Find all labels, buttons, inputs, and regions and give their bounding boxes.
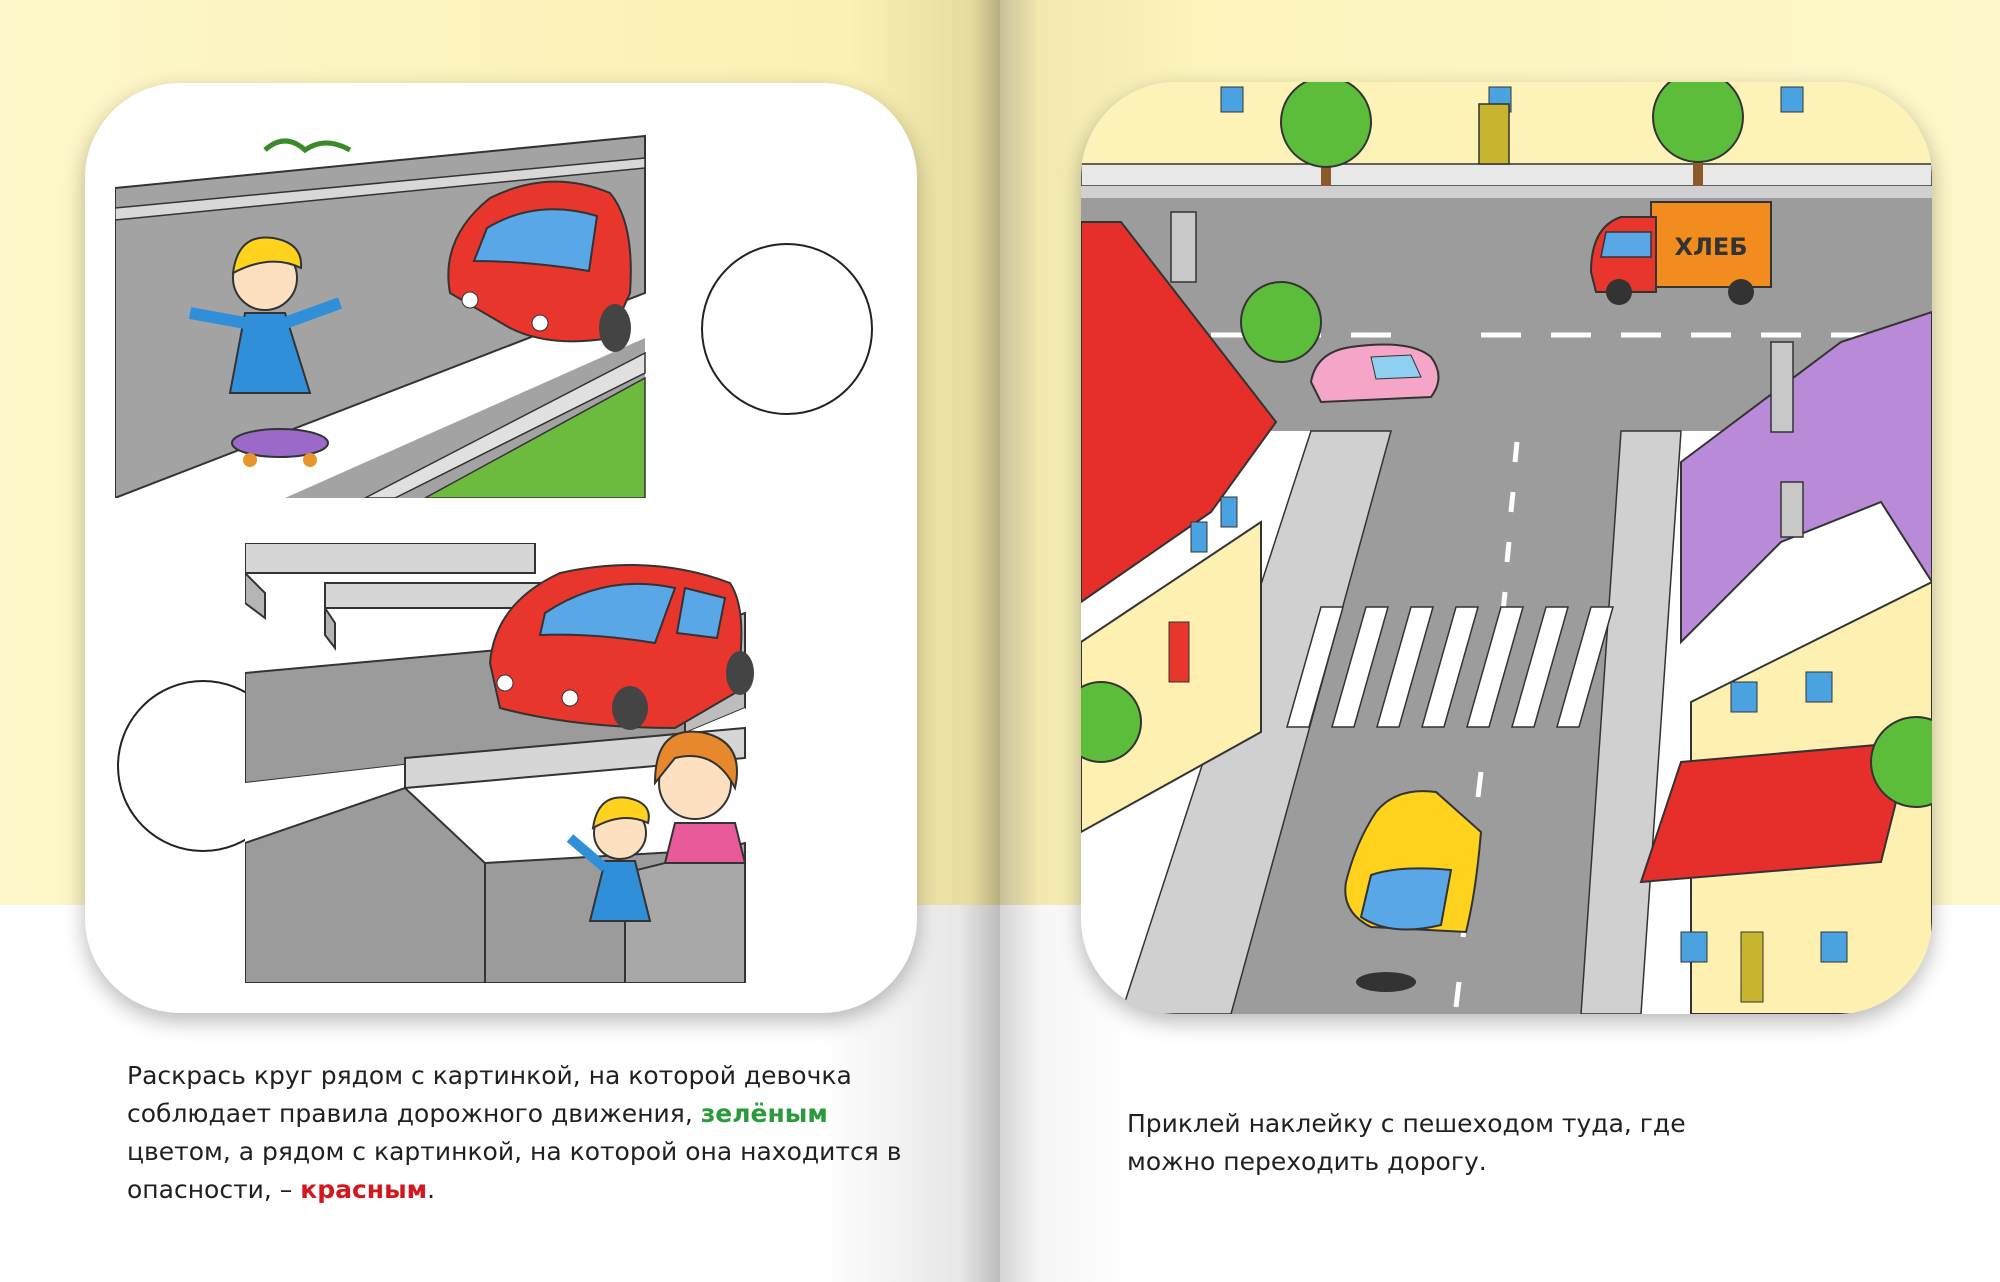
answer-circle-top[interactable] (701, 243, 873, 415)
pink-car-icon (1311, 345, 1439, 402)
caption-text-part2: цветом, а рядом с картинкой, на которой она находится в опасности, – (127, 1137, 902, 1204)
right-illustration-card (1081, 82, 1932, 1014)
right-caption: Приклей наклейку с пешеходом туда, где можно переходить дорогу. (1127, 1109, 1686, 1176)
truck-sign: ХЛЕБ (1674, 233, 1748, 261)
scene-street-crossing (1081, 82, 1932, 1014)
left-illustration-card (85, 83, 917, 1013)
scene-girl-mother-barrier (245, 543, 825, 983)
right-page (1000, 0, 2000, 1282)
caption-text-part3: . (427, 1175, 436, 1204)
caption-red-word: красным (300, 1175, 428, 1204)
left-caption (127, 1057, 917, 1209)
door-icon (1479, 104, 1509, 164)
scene-girl-skateboard-road (115, 128, 647, 498)
caption-text-part1: Раскрась круг рядом с картинкой, на которой девочка соблюдает правила дорожного движения, (127, 1061, 852, 1128)
caption-green-word: зелёным (700, 1099, 828, 1128)
